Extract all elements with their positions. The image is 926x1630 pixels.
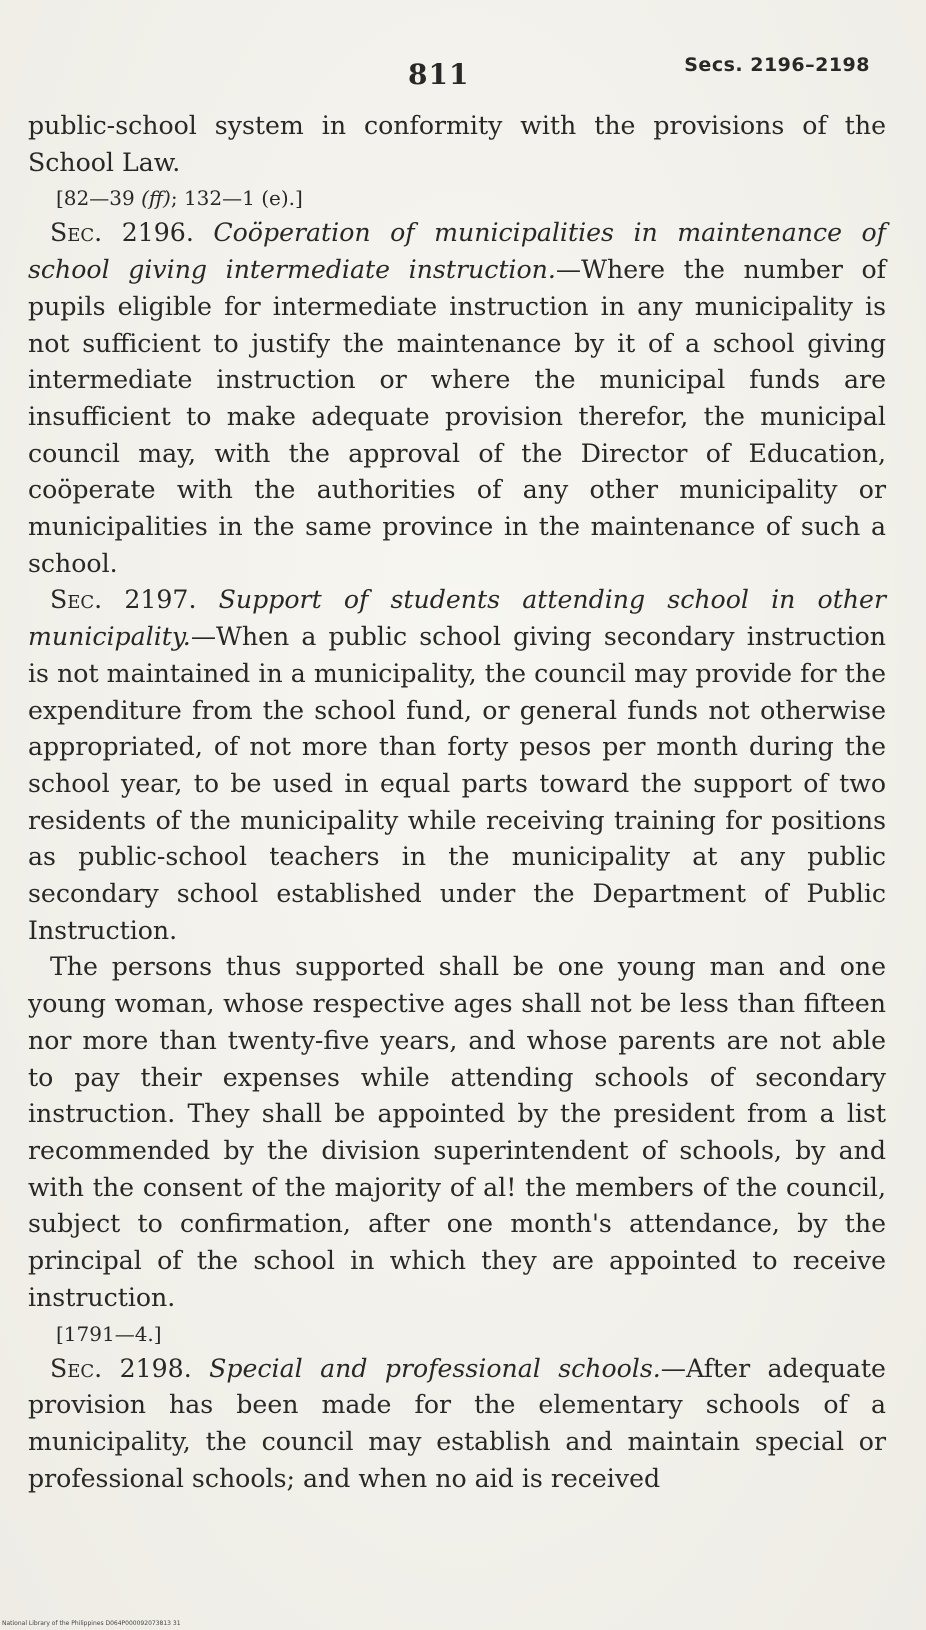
- section-2198-heading: Special and professional schools.: [209, 1353, 661, 1383]
- citation-1: [28, 181, 886, 215]
- section-2197: [28, 582, 886, 949]
- continuation-text: public-school system in conformity with the provisions of the School Law.: [28, 111, 886, 177]
- citation-1-prefix: [82—39: [56, 186, 142, 211]
- section-2196-text: —Where the number of pupils eligible for intermediate instruction in any municipality is not sufficient to justify the maintenance by it of a school giving intermediate instruction or where the municipal funds are insufficient to make adequate provision therefor, the municipal council may, with the approval of the Director of Education, coöperate with the authorities of any other municipality or municipalities in the same province in the maintenance of such a school.: [28, 255, 886, 578]
- section-2197-paragraph-2-text: The persons thus supported shall be one young man and one young woman, whose respective ages shall not be less than fifteen nor more than twenty-five years, and whose parents are not able to pay their expenses while attending schools of secondary instruction. They shall be appointed by the president from a list recommended by the division superintendent of schools, by and with the consent of the majority of al! the members of the council, subject to confirmation, after one month's attendance, by the principal of the school in which they are appointed to receive instruction.: [28, 952, 886, 1312]
- section-2198-number: 2198.: [119, 1353, 192, 1383]
- section-2197-heading: Support of students attending school in other municipality.: [28, 585, 886, 652]
- archive-footer: National Library of the Philippines D064P000092073813 31: [2, 1620, 181, 1627]
- section-2197-number: 2197.: [124, 585, 197, 615]
- section-2197-paragraph-2: [28, 949, 886, 1316]
- citation-2: [28, 1317, 886, 1351]
- section-2196-label: Sec.: [50, 218, 103, 248]
- body-text: [28, 108, 886, 1497]
- page-header: [0, 52, 926, 92]
- section-2196: [28, 215, 886, 582]
- section-2197-text: —When a public school giving secondary instruction is not maintained in a municipality, the council may provide for the expenditure from the school fund, or general funds not otherwise appropriated, of not more than forty pesos per month during the school year, to be used in equal parts toward the support of two residents of the municipality while receiving training for positions as public-school teachers in the municipality at any public secondary school established under the Department of Public Instruction.: [28, 622, 886, 945]
- section-2198: [28, 1351, 886, 1498]
- section-2196-number: 2196.: [121, 218, 194, 248]
- section-range: Secs. 2196–2198: [684, 54, 870, 76]
- page-number: 811: [408, 58, 470, 91]
- section-2198-label: Sec.: [50, 1353, 103, 1383]
- citation-2-text: [1791—4.]: [56, 1321, 162, 1346]
- continuation-paragraph: [28, 108, 886, 181]
- section-2198-text: —After adequate provision has been made for the elementary schools of a municipality, the council may establish and maintain special or professional schools; and when no aid is received: [28, 1353, 886, 1493]
- section-2197-label: Sec.: [50, 585, 103, 615]
- citation-1-italic: (ff): [141, 186, 171, 211]
- section-2196-heading: Coöperation of municipalities in maintenance of school giving intermediate instruction.: [28, 218, 886, 285]
- citation-1-suffix: ; 132—1 (e).]: [170, 186, 303, 211]
